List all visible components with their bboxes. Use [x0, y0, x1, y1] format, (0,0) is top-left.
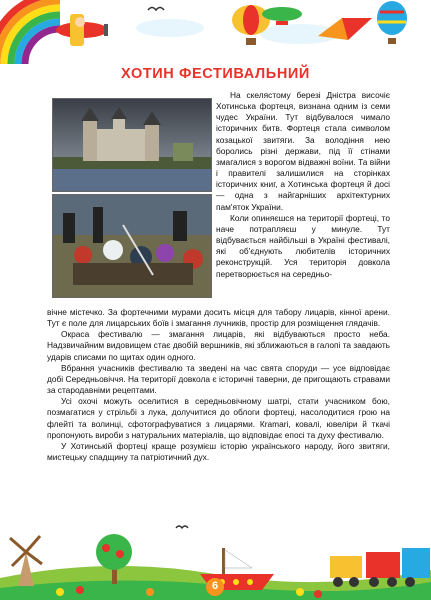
bird-icon	[176, 526, 188, 528]
paragraph: На скелястому березі Дністра височіє Хотинська фортеця, визнана одним із семи чудес України. Тут відбувалося чимало історичних битв. Фортеця стала символом козацької звитяги. За володіння нею боролись різні держави, під її стінами змагалися з ворогом відважні воїни. Та війни і правителі залишилися на сторінках історичних книг, а Хотинська фортеця й досі — одна з найгарніших архітектурних пам'яток України.	[216, 90, 390, 212]
top-illustration	[0, 0, 431, 64]
fortress-photo	[52, 98, 212, 192]
full-width-text	[47, 307, 390, 463]
festival-photo	[52, 194, 212, 298]
right-column-text	[216, 90, 390, 280]
paragraph: Окраса фестивалю — змагання лицарів, які відбуваються просто неба. Надзвичайним видовищем стає двобій вершників, які зближаються в галопі та завдають ударів списами по щитах один одного.	[47, 329, 390, 362]
page-title: ХОТИН ФЕСТИВАЛЬНИЙ	[121, 66, 310, 82]
paragraph: У Хотинській фортеці краще розумієш історію українського народу, його звитяги, мистецьку спадщину та патріотичний дух.	[47, 440, 390, 463]
paragraph: Усі охочі можуть оселитися в середньовічному шатрі, стати учасником бою, позмагатися у стрільбі з лука, долучитися до облоги фортеці, насолодитися грою на флейті та волинці, сфотографуватися з лицарями. Кramarі, ковалі, ювеліри й ткачі пропонують вироби з натуральних матеріалів, що відповідає епосі та духу фестивалю.	[47, 396, 390, 440]
paragraph: вічне містечко. За фортечними мурами досить місця для табору лицарів, кінної арени. Тут є поле для лицарських боїв і змагання лучників, простір для розміщення глядачів.	[47, 307, 390, 329]
paragraph: Вбрання учасників фестивалю та зведені на час свята споруди — усе відповідає добі Середньовіччя. На території довкола є історичні таверни, де пригощають стравами за стародавніми рецептами.	[47, 362, 390, 396]
page-number: 6	[211, 580, 219, 592]
paragraph: Коли опиняєшся на території фортеці, то наче потрапляєш у минуле. Тут відбувається найбільші в Україні фестивалі, які об'єднують любителів історичних реконструкцій. Уся територія довкола перетворюється на середньо-	[216, 212, 390, 279]
